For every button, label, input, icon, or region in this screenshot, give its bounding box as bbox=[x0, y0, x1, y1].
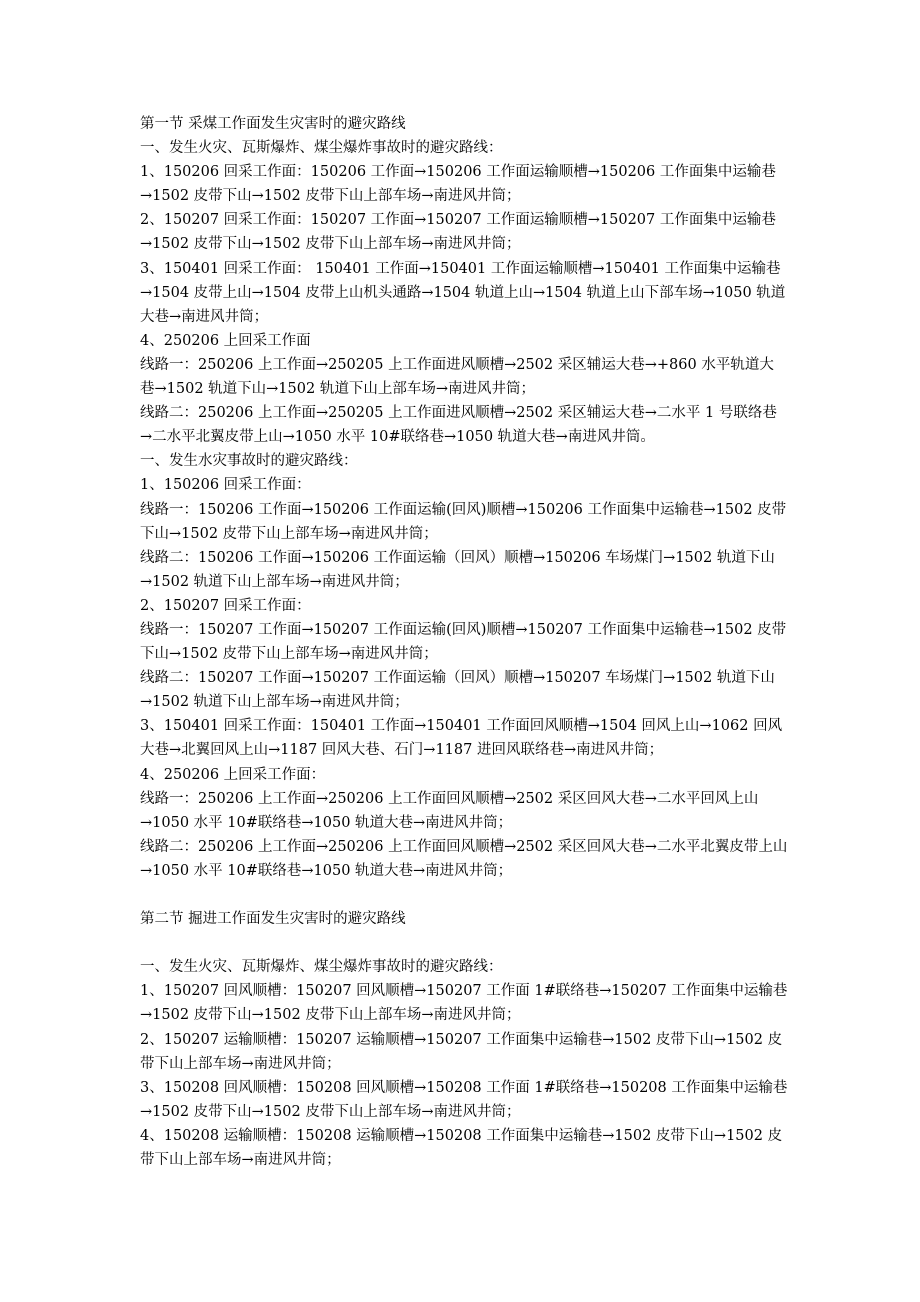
section1-water-route: 线路一：150207 工作面→150207 工作面运输(回风)顺槽→150207 工作面集中运输巷→1502 皮带下山→1502 皮带下山上部车场→南进风井筒； bbox=[140, 621, 787, 663]
section2-fire-heading: 一、发生火灾、瓦斯爆炸、煤尘爆炸事故时的避灾路线： bbox=[140, 959, 503, 976]
section1-fire-route: 4、250206 上回采工作面 bbox=[140, 332, 311, 349]
section1-water-route: 线路二：150206 工作面→150206 工作面运输（回风）顺槽→150206 车场煤门→1502 轨道下山→1502 轨道下山上部车场→南进风井筒； bbox=[140, 549, 775, 590]
section1-fire-route: 线路二：250206 上工作面→250205 上工作面进风顺槽→2502 采区辅运大巷→二水平 1 号联络巷→二水平北翼皮带上山→1050 水平 10#联络巷→1050 轨道大巷→南进风井筒。 bbox=[140, 405, 777, 446]
document-body bbox=[140, 112, 788, 1172]
section2-fire-route: 1、150207 回风顺槽：150207 回风顺槽→150207 工作面 1#联络巷→150207 工作面集中运输巷→1502 皮带下山→1502 皮带下山上部车场→南进风井筒； bbox=[140, 983, 788, 1024]
section2-fire-route: 2、150207 运输顺槽：150207 运输顺槽→150207 工作面集中运输巷→1502 皮带下山→1502 皮带下山上部车场→南进风井筒； bbox=[140, 1031, 783, 1072]
section1-water-route: 线路一：250206 上工作面→250206 上工作面回风顺槽→2502 采区回风大巷→二水平回风上山→1050 水平 10#联络巷→1050 轨道大巷→南进风井筒； bbox=[140, 790, 759, 831]
section2-fire-route: 4、150208 运输顺槽：150208 运输顺槽→150208 工作面集中运输巷→1502 皮带下山→1502 皮带下山上部车场→南进风井筒； bbox=[140, 1127, 783, 1169]
section1-fire-route: 1、150206 回采工作面：150206 工作面→150206 工作面运输顺槽→150206 工作面集中运输巷→1502 皮带下山→1502 皮带下山上部车场→南进风井筒； bbox=[140, 164, 776, 205]
section2-title: 第二节 掘进工作面发生灾害时的避灾路线 bbox=[140, 911, 406, 928]
section1-water-route: 2、150207 回采工作面： bbox=[140, 597, 311, 614]
section1-water-route: 4、250206 上回采工作面： bbox=[140, 766, 326, 783]
section1-water-route: 线路一：150206 工作面→150206 工作面运输(回风)顺槽→150206 工作面集中运输巷→1502 皮带下山→1502 皮带下山上部车场→南进风井筒； bbox=[140, 501, 787, 542]
section1-fire-route: 线路一：250206 上工作面→250205 上工作面进风顺槽→2502 采区辅运大巷→+860 水平轨道大巷→1502 轨道下山→1502 轨道下山上部车场→南进风井筒； bbox=[140, 356, 774, 398]
section1-water-route: 线路二：150207 工作面→150207 工作面运输（回风）顺槽→150207 车场煤门→1502 轨道下山→1502 轨道下山上部车场→南进风井筒； bbox=[140, 670, 775, 711]
section1-title: 第一节 采煤工作面发生灾害时的避灾路线 bbox=[140, 116, 406, 132]
section1-water-route: 线路二：250206 上工作面→250206 上工作面回风顺槽→2502 采区回风大巷→二水平北翼皮带上山→1050 水平 10#联络巷→1050 轨道大巷→南进风井筒； bbox=[140, 838, 788, 879]
section1-water-route: 3、150401 回采工作面：150401 工作面→150401 工作面回风顺槽→1504 回风上山→1062 回风大巷→北翼回风上山→1187 回风大巷、石门→1187 进回风联络巷→南进风井筒； bbox=[140, 718, 783, 759]
section1-fire-route: 3、150401 回采工作面： 150401 工作面→150401 工作面运输顺槽→150401 工作面集中运输巷→1504 皮带上山→1504 皮带上山机头通路→1504 轨道上山→1504 轨道上山下部车场→1050 轨道大巷→南进风井筒； bbox=[140, 260, 786, 325]
section1-water-route: 1、150206 回采工作面： bbox=[140, 477, 311, 494]
section1-fire-heading: 一、发生火灾、瓦斯爆炸、煤尘爆炸事故时的避灾路线： bbox=[140, 140, 503, 157]
blank-line bbox=[140, 883, 788, 907]
blank-line bbox=[140, 931, 788, 955]
section1-water-heading: 一、发生水灾事故时的避灾路线： bbox=[140, 453, 358, 470]
section2-fire-route: 3、150208 回风顺槽：150208 回风顺槽→150208 工作面 1#联络巷→150208 工作面集中运输巷→1502 皮带下山→1502 皮带下山上部车场→南进风井筒； bbox=[140, 1079, 788, 1120]
section1-fire-route: 2、150207 回采工作面：150207 工作面→150207 工作面运输顺槽→150207 工作面集中运输巷→1502 皮带下山→1502 皮带下山上部车场→南进风井筒； bbox=[140, 212, 776, 253]
